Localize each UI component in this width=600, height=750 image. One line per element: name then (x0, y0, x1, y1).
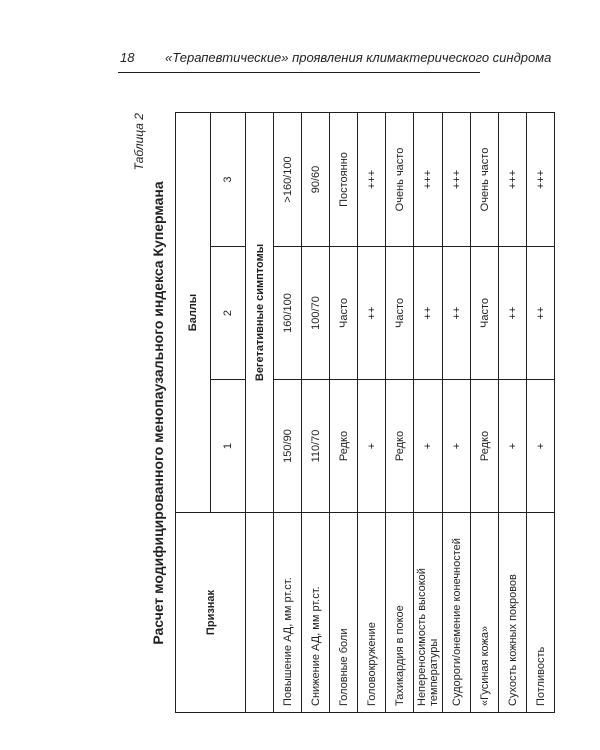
score2-cell: Часто (471, 247, 499, 380)
sign-cell: Потливость (527, 513, 555, 713)
score1-cell: + (527, 380, 555, 513)
score2-cell: ++ (414, 247, 443, 380)
score2-cell: 160/100 (274, 247, 302, 380)
table-row (386, 112, 414, 712)
score2-cell: ++ (527, 247, 555, 380)
score2-cell: ++ (358, 247, 386, 380)
score2-cell: ++ (499, 247, 527, 380)
sign-cell: Судороги/онемение конечностей (443, 513, 471, 713)
page-number: 18 (120, 50, 135, 65)
score2-cell: 100/70 (302, 247, 330, 380)
sign-cell: Повышение АД, мм рт.ст. (274, 513, 302, 713)
table-row (527, 112, 555, 712)
table-row (499, 112, 527, 712)
score2-cell: ++ (443, 247, 471, 380)
score3-cell: +++ (443, 112, 471, 246)
score3-cell: Очень часто (386, 112, 414, 246)
table-row (414, 112, 443, 712)
header-rule (118, 72, 480, 73)
section-header: Вегетативные симптомы (246, 112, 274, 512)
score-level-1: 1 (211, 380, 246, 513)
rotated-table-block (132, 113, 547, 713)
table-row (358, 112, 386, 712)
table-row (471, 112, 499, 712)
table-caption: Таблица 2 (132, 113, 146, 171)
score1-cell: Редко (386, 380, 414, 513)
table-row (330, 112, 358, 712)
table-row (274, 112, 302, 712)
sign-cell: «Гусиная кожа» (471, 513, 499, 713)
sign-cell: Тахикардия в покое (386, 513, 414, 713)
sign-cell: Головные боли (330, 513, 358, 713)
score3-cell: +++ (358, 112, 386, 246)
score1-cell: + (414, 380, 443, 513)
sign-cell: Непереносимость высокой температуры (414, 513, 443, 713)
score1-cell: Редко (471, 380, 499, 513)
empty-cell (246, 513, 274, 713)
score3-cell: +++ (527, 112, 555, 246)
table-row (443, 112, 471, 712)
sign-cell: Снижение АД, мм рт.ст. (302, 513, 330, 713)
score1-cell: + (443, 380, 471, 513)
score2-cell: Часто (386, 247, 414, 380)
score3-cell: >160/100 (274, 112, 302, 246)
column-header-scores: Баллы (176, 112, 211, 512)
score3-cell: +++ (499, 112, 527, 246)
sign-cell: Головокружение (358, 513, 386, 713)
score3-cell: Очень часто (471, 112, 499, 246)
score1-cell: 110/70 (302, 380, 330, 513)
column-header-sign: Признак (176, 513, 246, 713)
kupperman-index-table (175, 112, 555, 713)
score1-cell: + (358, 380, 386, 513)
score3-cell: 90/60 (302, 112, 330, 246)
table-row (302, 112, 330, 712)
table-title: Расчет модифицированного менопаузального индекса Купермана (150, 181, 166, 645)
score3-cell: +++ (414, 112, 443, 246)
running-title: «Терапевтические» проявления климактерического синдрома (165, 50, 552, 65)
sign-cell: Сухость кожных покровов (499, 513, 527, 713)
score-level-3: 3 (211, 112, 246, 246)
score1-cell: + (499, 380, 527, 513)
score1-cell: 150/90 (274, 380, 302, 513)
score3-cell: Постоянно (330, 112, 358, 246)
score1-cell: Редко (330, 380, 358, 513)
score-level-2: 2 (211, 247, 246, 380)
score2-cell: Часто (330, 247, 358, 380)
